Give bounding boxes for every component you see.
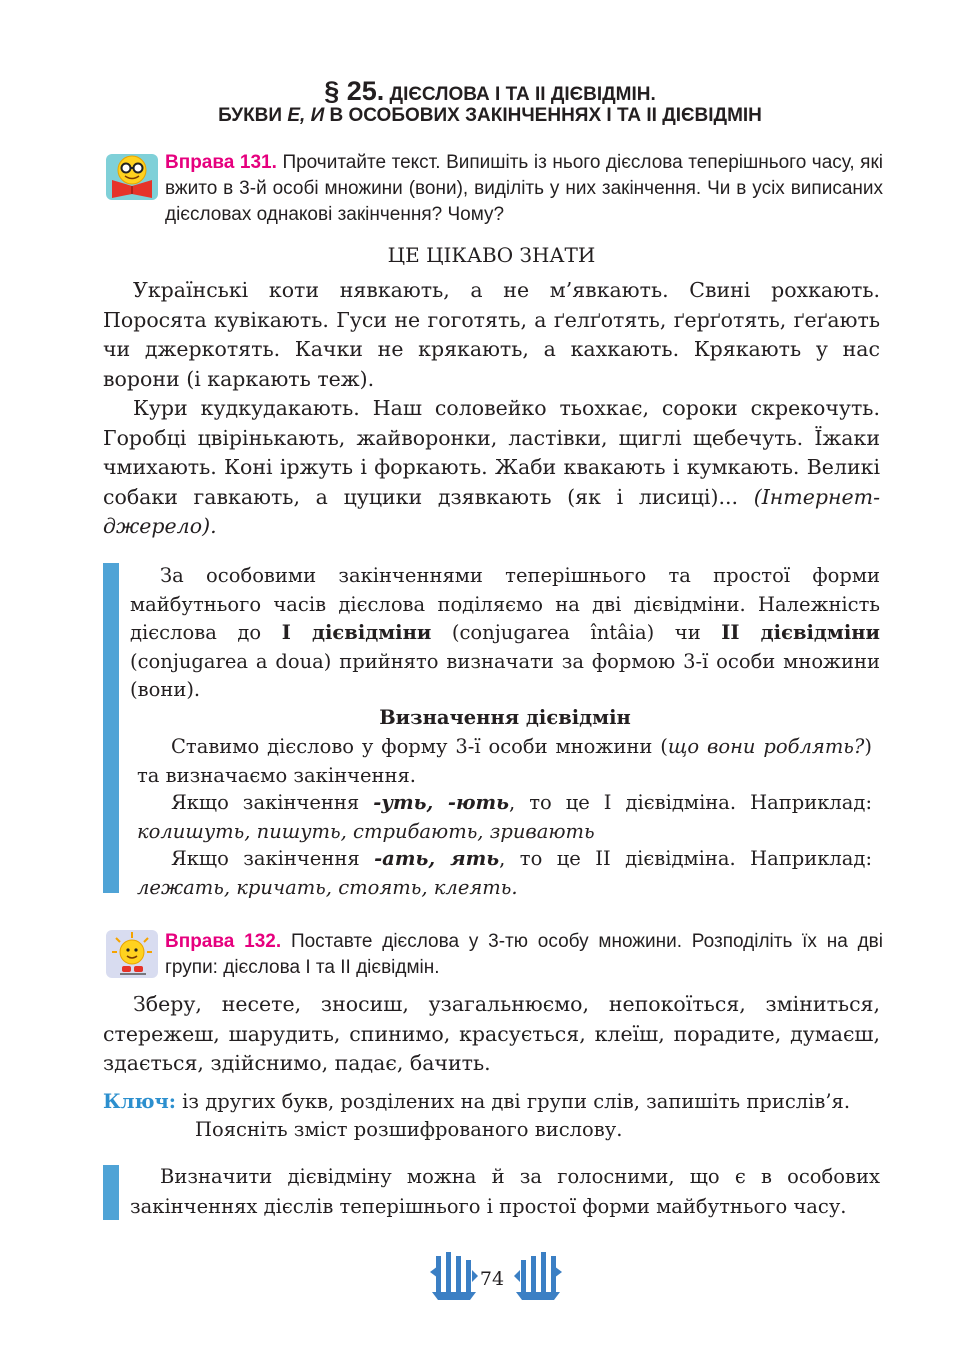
ornament-right-icon [512,1250,562,1302]
rule-term: ІІ дієвідміни [721,621,880,644]
rule-text: Якщо закінчення [171,847,360,870]
reading-paragraph-2-text: Кури кудкудакають. Наш соловейко тьохкає, сороки скрекочуть. Горобці цвірінькають, жайворонки, ластівки, щиглі щебечуть. Їжаки чмихають. Коні іржуть і форкають. Жаби квакають і кумкають. Великі собаки гавкають, а цуцики дзявкають (як і лисиці)... [103,396,880,509]
section-number: § 25. [324,76,385,106]
section-title-line1 [100,76,880,107]
rule-2-text: Визначити дієвідміну можна й за голосними, що є в особових закінченнях дієслів теперішнього і простої форми майбутнього часу. [130,1165,880,1218]
rule-text: (conjugarea a doua) прийнято визначати за формою 3-ї особи множини (вони). [130,649,880,701]
exercise-132-words: Зберу, несете, зносиш, узагальнюємо, непокоїться, зміниться, стережеш, шарудить, спинимо, красується, клеїш, порадите, думаєш, здається, здійснимо, падає, бачить. [103,992,880,1075]
rule-question: що вони роблять? [667,735,865,758]
title-part: БУКВИ [218,105,283,126]
rule-text: (conjugarea întâia) чи [451,621,701,644]
rule-bar [103,563,119,893]
exercise-131-label: Вправа 131. [165,152,277,173]
rule-bar [103,1165,119,1220]
rule-text: , то це ІІ дієвідміна. Наприклад: [499,847,873,870]
reading-source: (Інтернет-джерело). [103,484,880,538]
section-title-line2 [100,105,880,127]
rule-text: За особовими закінченнями теперішнього та простої форми майбутнього часів дієслова поділяємо на дві дієвідміни. Належність дієслова до [130,564,880,644]
rule-term: І дієвідміни [281,621,432,644]
key-label: Ключ: [103,1090,176,1113]
rule-example: лежать, кричать, стоять, клеять. [137,875,518,899]
exercise-132-key [103,1088,880,1116]
rule-ending: -ать, ять [374,847,500,870]
exercise-132-text: Поставте дієслова у 3-тю особу множини. Розподіліть їх на дві групи: дієслова І та ІІ дієвідмін. [165,931,883,978]
title-letters: Е, И [287,105,325,126]
rule-text: Ставимо дієслово у форму 3-ї особи множини ( [171,735,668,758]
rule-text: , то це І дієвідміна. Наприклад: [509,791,873,814]
reading-paragraph-1: Українські коти нявкають, а не м’явкають. Свині рохкають. Поросята кувікають. Гуси не гоготять, а ґелґотять, ґерґотять, ґеґають чи джеркотять. Качки не крякають, а кахкають. Крякають у нас ворони (і каркають теж). [103,278,880,391]
title-part: В ОСОБОВИХ ЗАКІНЧЕННЯХ І ТА ІІ ДІЄВІДМІН [329,105,762,126]
rule-ending: -уть, -ють [373,791,509,814]
rule-example: колишуть, пишуть, стрибають, зривають [137,819,595,843]
rule-1-heading: Визначення дієвідмін [379,706,631,729]
section-title-text: ДІЄСЛОВА І ТА ІІ ДІЄВІДМІН. [389,84,656,105]
rule-1-case-2 [137,845,872,902]
exercise-132 [165,929,883,981]
sun-character-icon [104,928,160,980]
exercise-131-text: Прочитайте текст. Випишіть із нього дієслова теперішнього часу, які вжито в 3-й особі множини (вони), виділіть у них закінчення. Чи в усіх виписаних дієсловах однакові закінчення? Чому? [165,152,884,225]
rule-1-case-1 [137,789,872,846]
reading-heading: ЦЕ ЦІКАВО ЗНАТИ [387,243,596,267]
reading-face-icon [104,150,160,202]
exercise-131 [165,150,883,228]
rule-text: Якщо закінчення [171,791,360,814]
exercise-132-label: Вправа 132. [165,931,282,952]
rule-1-step [137,733,872,790]
exercise-132-key-line-2: Поясніть зміст розшифрованого вислову. [195,1118,623,1141]
rule-1-intro [130,562,880,705]
page-number: 74 [479,1268,505,1290]
rule-text: ) та визначаємо закінчення. [137,735,872,787]
reading-paragraph-2 [103,394,880,542]
key-text: із других букв, розділених на дві групи слів, запишіть прислів’я. [182,1090,851,1113]
